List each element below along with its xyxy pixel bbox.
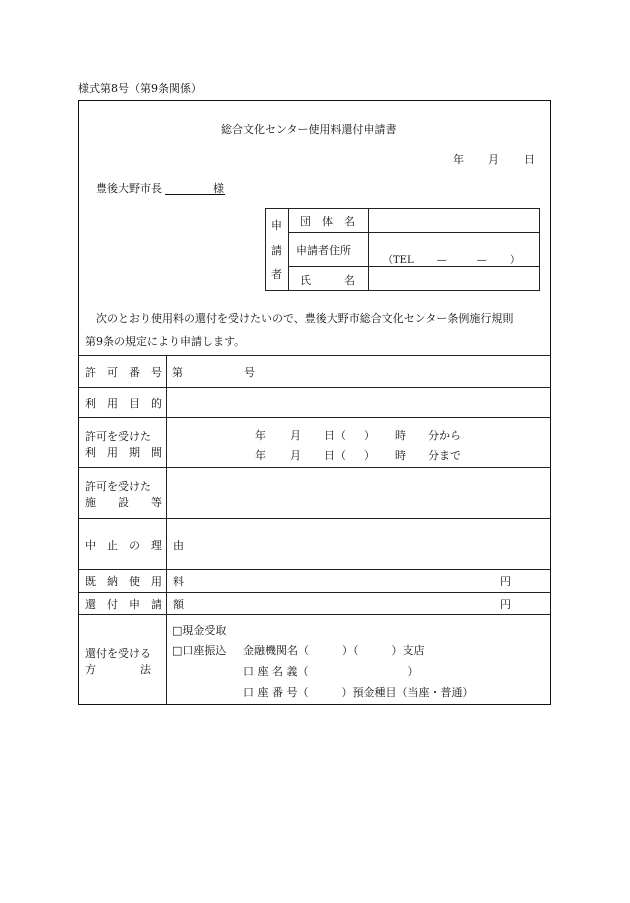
- intro-text-line1: 次のとおり使用料の還付を受けたいので、豊後大野市総合文化センター条例施行規則: [96, 312, 514, 325]
- intro-text-line2: 第9条の規定により申請します。: [85, 335, 246, 348]
- addressee-name: 豊後大野市長: [96, 182, 162, 195]
- date-day-label: 日: [524, 153, 535, 166]
- period-from-hour: 時: [395, 429, 406, 442]
- refund-method-label-line1: 還付を受ける: [85, 647, 151, 660]
- applicant-name-label: 氏 名: [300, 274, 355, 287]
- period-from-minute: 分から: [428, 429, 461, 442]
- refund-amount-unit: 円: [500, 598, 511, 611]
- applicant-vertical-2: 請: [271, 244, 282, 257]
- telephone-field[interactable]: （TEL — — ）: [383, 255, 520, 266]
- period-from-year: 年: [255, 429, 266, 442]
- addressee-honorific: 様: [213, 182, 224, 195]
- facility-label-line1: 許可を受けた: [85, 480, 151, 493]
- period-from-paren: ）: [364, 429, 375, 442]
- period-label-line2: 利 用 期 間: [85, 446, 162, 459]
- period-to-month: 月: [290, 449, 301, 462]
- account-holder-field: 口 座 名 義（ ）: [243, 665, 419, 678]
- applicant-vertical-3: 者: [271, 268, 282, 281]
- cancel-reason-label: 中 止 の 理 由: [85, 539, 184, 552]
- period-to-day: 日（: [324, 449, 346, 462]
- refund-method-label-line2: 方 法: [85, 663, 151, 676]
- period-to-hour: 時: [395, 449, 406, 462]
- date-year-label: 年: [453, 153, 464, 166]
- bank-name-field: 金融機関名（ ）（ ）支店: [243, 644, 425, 657]
- form-title: 総合文化センター使用料還付申請書: [221, 123, 397, 136]
- date-month-label: 月: [488, 153, 499, 166]
- form-number-label: 様式第8号（第9条関係）: [78, 82, 202, 95]
- refund-amount-label: 還 付 申 請 額: [85, 598, 184, 611]
- cash-option-checkbox[interactable]: □現金受取: [172, 624, 227, 637]
- transfer-option-checkbox[interactable]: □口座振込: [172, 644, 227, 657]
- period-to-year: 年: [255, 449, 266, 462]
- permit-number-label: 許 可 番 号: [85, 366, 162, 379]
- paid-fee-label: 既 納 使 用 料: [85, 575, 184, 588]
- applicant-address-label: 申請者住所: [296, 244, 351, 257]
- permit-number-prefix: 第: [172, 366, 183, 379]
- period-from-day: 日（: [324, 429, 346, 442]
- account-number-field: 口 座 番 号（ ）預金種目（当座・普通）: [243, 686, 474, 699]
- permit-number-suffix: 号: [244, 366, 255, 379]
- period-from-month: 月: [290, 429, 301, 442]
- purpose-label: 利 用 目 的: [85, 397, 162, 410]
- period-to-paren: ）: [364, 449, 375, 462]
- paid-fee-unit: 円: [500, 575, 511, 588]
- facility-label-line2: 施 設 等: [85, 496, 162, 509]
- organization-name-label: 団 体 名: [300, 215, 355, 228]
- period-label-line1: 許可を受けた: [85, 430, 151, 443]
- period-to-minute: 分まで: [428, 449, 461, 462]
- applicant-vertical-1: 申: [271, 219, 282, 232]
